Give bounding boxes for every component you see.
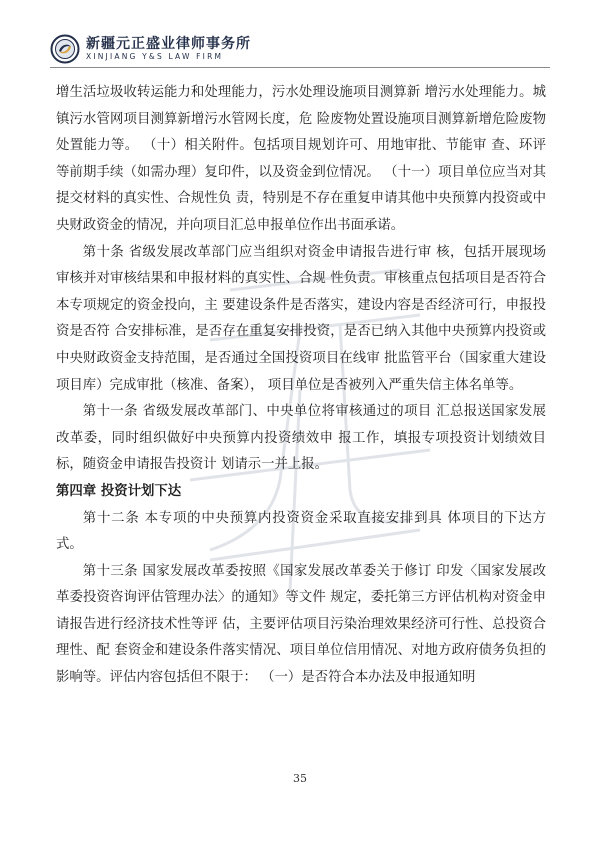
article-13: 第十三条 国家发展改革委按照《国家发展改革委关于修订 印发〈国家发展改革委投资咨询评估管理办法〉的通知》等文件 规定，委托第三方评估机构对资金申请报告进行经济技术性等评 估，主要评估项目污染治理效果经济可行性、总投资合理性、配 套资金和建设条件落实情况、项目单位信用情况、对地方政府债务负担的影响等。评估内容包括但不限于： （一）是否符合本办法及申报通知明 [56, 563, 546, 686]
firm-name-en: XINJIANG Y&S LAW FIRM [86, 52, 224, 61]
article-10: 第十条 省级发展改革部门应当组织对资金申请报告进行审 核，包括开展现场审核并对审核结果和申报材料的真实性、合规 性负责。审核重点包括项目是否符合本专项规定的资金投向，主 要建设条件是否落实，建设内容是否经济可行，申报投资是否符 合安排标准，是否存在重复安排投资，是否已纳入其他中央预算内投资或中央财政资金支持范围，是否通过全国投资项目在线审 批监管平台（国家重大建设项目库）完成审批（核准、备案）， 项目单位是否被列入严重失信主体名单等。 [56, 244, 546, 393]
article-12: 第十二条 本专项的中央预算内投资资金采取直接安排到具 体项目的下达方式。 [56, 510, 546, 553]
article-11: 第十一条 省级发展改革部门、中央单位将审核通过的项目 汇总报送国家发展改革委，同时组织做好中央预算内投资绩效申 报工作，填报专项投资计划绩效目标，随资金申请报告投资计 划请示一并上报。 [56, 404, 546, 473]
paragraph: 增生活垃圾收转运能力和处理能力，污水处理设施项目测算新 增污水处理能力。城镇污水管网项目测算新增污水管网长度，危 险废物处置设施项目测算新增危险废物处置能力等。 （十）相关附件。包括项目规划许可、用地审批、节能审 查、环评等前期手续（如需办理）复印件，以及资金到位情况。 （十一）项目单位应当对其提交材料的真实性、合规性负 责，特别是不存在重复申请其他中央预算内投资或中央财政资金的情况，并向项目汇总申报单位作出书面承诺。 [56, 85, 546, 233]
firm-name-cn: 新疆元正盛业律师事务所 [86, 36, 251, 52]
firm-logo-icon [50, 34, 80, 64]
letterhead [50, 33, 251, 65]
firm-name [86, 36, 251, 62]
header-divider [50, 67, 550, 68]
document-body [56, 80, 546, 692]
page-number: 35 [293, 772, 307, 785]
chapter-heading: 第四章 投资计划下达 [56, 483, 182, 499]
